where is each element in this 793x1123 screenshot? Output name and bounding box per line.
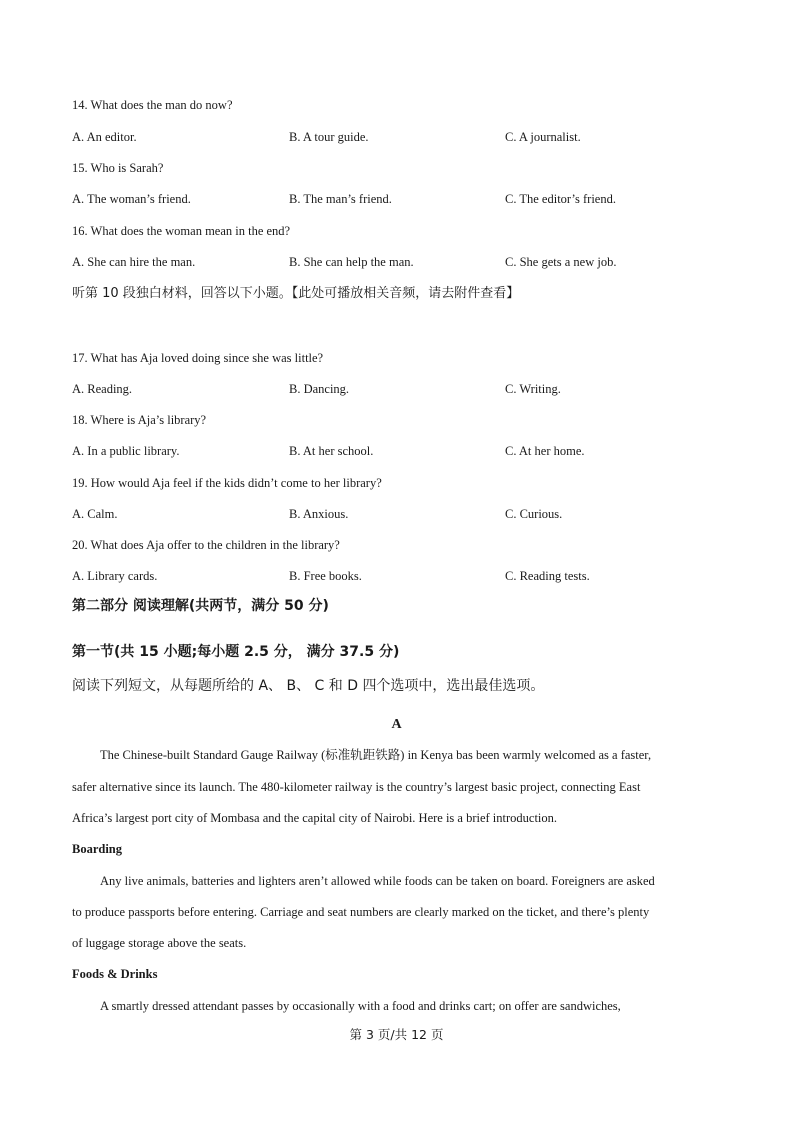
reading-instruction: 阅读下列短文，从每题所给的 A、 B、 C 和 D 四个选项中，选出最佳选项。 xyxy=(72,678,545,694)
paragraph-1-line-1: The Chinese-built Standard Gauge Railway (标准轨距铁路) in Kenya bas been warmly welcomed as a faster, xyxy=(100,748,652,762)
question-17: 17. What has Aja loved doing since she was little? xyxy=(72,351,324,365)
section-10-instruction: 听第 10 段独白材料，回答以下小题。【此处可播放相关音频，请去附件查看】 xyxy=(72,286,520,301)
question-19: 19. How would Aja feel if the kids didn’t come to her library? xyxy=(72,476,382,490)
paragraph-3-line-1: A smartly dressed attendant passes by occasionally with a food and drinks cart; on offer are sandwiches, xyxy=(100,999,621,1013)
q15-option-c: C. The editor’s friend. xyxy=(505,192,616,206)
q17-option-c: C. Writing. xyxy=(505,382,561,396)
q18-option-c: C. At her home. xyxy=(505,444,585,458)
passage-label: A xyxy=(391,717,402,732)
page-number: 第 3 页/共 12 页 xyxy=(349,1027,444,1042)
question-18: 18. Where is Aja’s library? xyxy=(72,413,207,427)
q20-option-c: C. Reading tests. xyxy=(505,569,590,583)
q14-option-b: B. A tour guide. xyxy=(289,130,369,144)
q15-option-a: A. The woman’s friend. xyxy=(72,192,191,206)
q15-option-b: B. The man’s friend. xyxy=(289,192,392,206)
paragraph-2-line-2: to produce passports before entering. Carriage and seat numbers are clearly marked on the ticket, and there’s plenty xyxy=(72,905,650,919)
q16-option-a: A. She can hire the man. xyxy=(72,255,196,269)
q20-option-a: A. Library cards. xyxy=(72,569,158,583)
question-20: 20. What does Aja offer to the children in the library? xyxy=(72,538,340,552)
heading-boarding: Boarding xyxy=(72,842,123,856)
q20-option-b: B. Free books. xyxy=(289,569,362,583)
q18-option-b: B. At her school. xyxy=(289,444,374,458)
q17-option-b: B. Dancing. xyxy=(289,382,350,396)
q16-option-b: B. She can help the man. xyxy=(289,255,414,269)
paragraph-1-line-2: safer alternative since its launch. The 480-kilometer railway is the country’s largest basic project, connecting East xyxy=(72,780,641,794)
q19-option-b: B. Anxious. xyxy=(289,507,349,521)
question-16: 16. What does the woman mean in the end? xyxy=(72,224,291,238)
part-two-title: 第二部分 阅读理解(共两节，满分 50 分) xyxy=(72,598,329,614)
paragraph-2-line-3: of luggage storage above the seats. xyxy=(72,936,247,950)
paragraph-1-line-3: Africa’s largest port city of Mombasa and the capital city of Nairobi. Here is a brief introduction. xyxy=(72,811,558,825)
heading-foods-drinks: Foods & Drinks xyxy=(72,967,158,981)
q14-option-c: C. A journalist. xyxy=(505,130,581,144)
q14-option-a: A. An editor. xyxy=(72,130,137,144)
q18-option-a: A. In a public library. xyxy=(72,444,180,458)
q19-option-c: C. Curious. xyxy=(505,507,563,521)
question-15: 15. Who is Sarah? xyxy=(72,161,164,175)
section-one-title: 第一节(共 15 小题;每小题 2.5 分， 满分 37.5 分) xyxy=(72,644,400,660)
question-14: 14. What does the man do now? xyxy=(72,98,233,112)
paragraph-2-line-1: Any live animals, batteries and lighters aren’t allowed while foods can be taken on board. Foreigners are asked xyxy=(100,874,655,888)
q17-option-a: A. Reading. xyxy=(72,382,133,396)
q19-option-a: A. Calm. xyxy=(72,507,118,521)
q16-option-c: C. She gets a new job. xyxy=(505,255,617,269)
